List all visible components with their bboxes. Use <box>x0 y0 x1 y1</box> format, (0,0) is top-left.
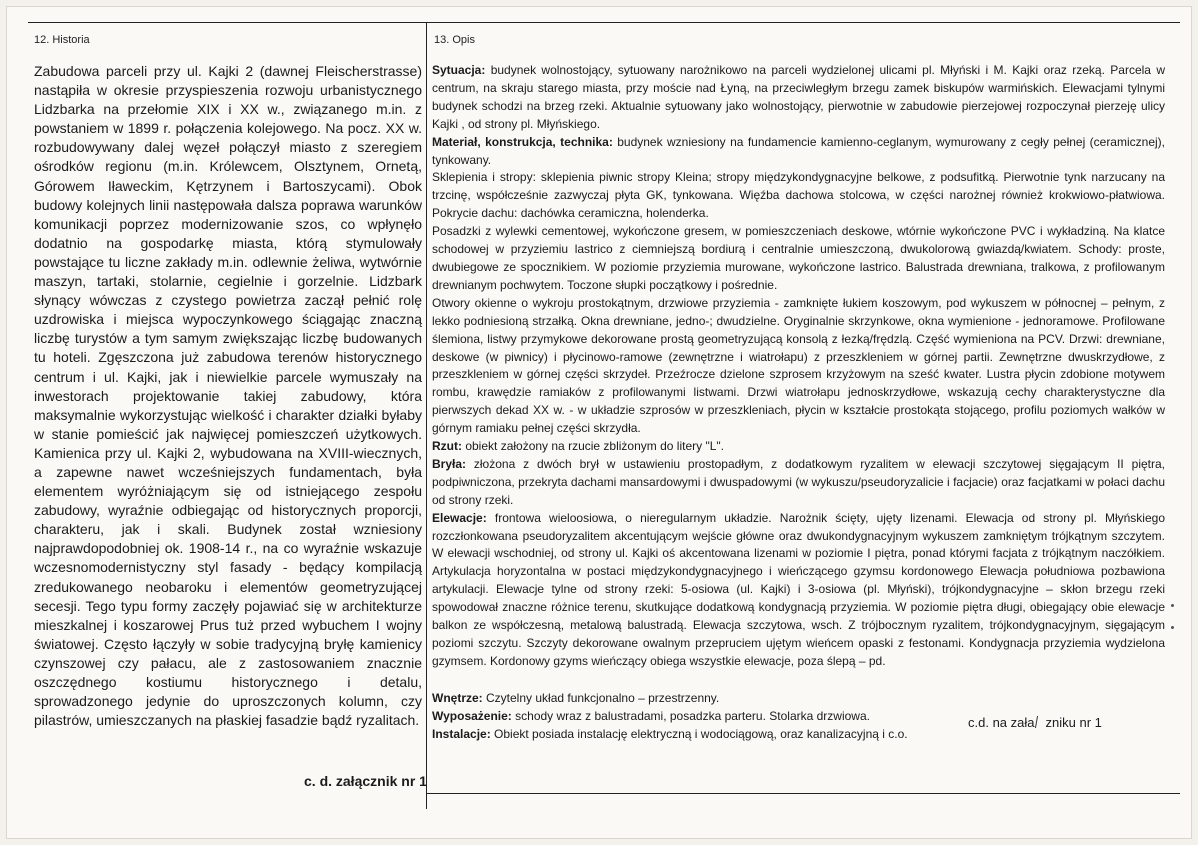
section-text: obiekt założony na rzucie zbliżonym do litery "L". <box>462 439 724 454</box>
section-text: Otwory okienne o wykroju prostokątnym, drzwiowe przyziemia - zamknięte łukiem koszowym, pod wykuszem w północnej – pełnym, z lekko podniesioną strzałką. Okna drewniane, jedno-; dwudzielne. Oryginalnie skrzynkowe, okna wymienione - jednoramowe. Profilowane ślemiona, listwy przymykowe dekorowane prostą geometryzującą konsolą z łezką/frędzlą. Część wymieniona na PCV. Drzwi: drewniane, deskowe (w piwnicy) i płycinowo-ramowe (zewnętrzne i wiatrołapu) z przeszkleniem w górnej partii. Zewnętrzne dwuskrzydłowe, z przeszkleniem w górnej części skrzydeł. Przeźrocze dzielone szprosem krzyżowym na sześć kwater. Lustra płycin zdobione motywem rombu, krawędzie ramiaków z profilowanymi listwami. Drzwi wiatrołapu jednoskrzydłowe, wskazują cechy charakterystyczne dla pierwszych dekad XX w. - w układzie szprosów w przeszkleniach, płycin w kształcie prostokąta stojącego, profilu poziomych wałków w górnym ramiaku pełnej części skrzydła. <box>432 295 1165 436</box>
handwritten-mark <box>1034 716 1045 728</box>
section-label: Wyposażenie: <box>432 708 512 723</box>
section-floors <box>432 223 1165 295</box>
section-text: Sklepienia i stropy: sklepienia piwnic stropy Kleina; stropy międzykondygnacyjne belkowe, z podsufitką. Pierwotnie tynk narzucany na trzcinę, współcześnie zazwyczaj płyta GK, tynkowana. Więźba dachowa stolcowa, w części narożnej również krokwiowo-płatwiowa. Pokrycie dachu: dachówka ceramiczna, holenderka. <box>432 170 1165 221</box>
section-elevations <box>432 510 1165 671</box>
section-interior <box>432 690 1165 708</box>
top-border <box>28 22 1180 23</box>
history-text: Zabudowa parceli przy ul. Kajki 2 (dawnej Fleischerstrasse) nastąpiła w okresie przyspieszenia rozwoju urbanistycznego Lidzbarka na przełomie XIX i XX w., związanego m.in. z powstaniem w 1899 r. połączenia kolejowego. Na pocz. XX w. rozbudowywany dalej węzeł połączył miasto z szeregiem ośrodków regionu (m.in. Królewcem, Olsztynem, Ornetą, Górowem Iławeckim, Kętrzynem i Bartoszycami). Obok budowy kolejnych linii następowała dalsza poprawa warunków komunikacji poprzez modernizowanie szos, co wpłynęło dodatnio na gospodarkę miasta, którą stymulowały powstające tu liczne zakłady m.in. odlewnie żeliwa, wytwórnie maszyn, tartaki, stolarnie, cegielnie i gorzelnie. Lidzbark słynący wówczas z czystego powietrza zaczął pełnić rolę uzdrowiska i miejsca wypoczynkowego ściągając znaczną liczbę turystów a tym samym zwiększając liczbę budowanych tu hoteli. Zgęszczona już zabudowa terenów historycznego centrum i ul. Kajki, jak i niewielkie parcele wymuszały na inwestorach projektowanie takiej zabudowy, która maksymalnie wykorzystując wielkość i charakter działki byłaby w stanie pomieścić jak najwięcej pomieszczeń użytkowych. Kamienica przy ul. Kajki 2, wybudowana na XVIII-wiecznych, a zapewne nawet wcześniejszych fundamentach, była elementem wyróżniającym się od istniejącego zespołu zabudowy, wyraźnie odbiegając od historycznych proporcji, charakteru, jak i skali. Budynek został wzniesiony najprawdopodobniej ok. 1908-14 r., na co wyraźnie wskazuje wczesnomodernistyczny styl fasady - będący kompilacją zredukowanego neobaroku i elementów geometryzującej secesji. Tego typu formy zaczęły pojawiać się w architekturze mieszkalnej i koszarowej Prus tuż przed wybuchem I wojny światowej. Często łączyły w sobie tradycyjną bryłę kamienicy czynszowej czy pałacu, ale z zastosowaniem znacznie oszczędnego kostiumu historycznego i detalu, sprowadzonego jedynie do uproszczonych kolumn, czy pilastrów, umieszczanych na płaskiej fasadzie bądź ryzalitach. <box>34 63 422 729</box>
section-text: Czytelny układ funkcjonalno – przestrzenny. <box>482 690 720 705</box>
section-text: frontowa wieloosiowa, o nieregularnym układzie. Narożnik ścięty, ujęty lizenami. Elewacja od strony pl. Młyńskiego rozczłonkowana pseudoryzalitem akcentującym wejście główne oraz dwukondygnacyjnym wykuszem zamkniętym trójkątnym szczytem. W elewacji wschodniej, od strony ul. Kajki oś akcentowana lizenami w poziomie I piętra, ponad którymi facjata z trójkątnym naczółkiem. Artykulacja horyzontalna w postaci międzykondygnacyjnego i wieńczącego gzymsu kordonowego Elewacja południowa pozbawiona artykulacji. Elewacje tylne od strony rzeki: 5-osiowa (ul. Kajki) i 3-osiowa (pl. Młyński), trójkondygnacyjne – skłon brzegu rzeki spowodował znaczne różnice terenu, skutkujące dodatkową kondygnacją przyziemia. W poziomie piętra długi, obiegający obie elewacje balkon ze współczesną, metalową balustradą. Elewacja szczytowa, wsch. Z trójbocznym ryzalitem, trójkondygnacyjnym, sięgającym poziomi szczytu. Szczyty dekorowane owalnym przepruciem ujętym wieńcem opaski z festonami. Kondygnacja przyziemia wydzielona gzymsem. Kordonowy gzyms wieńczący obiega wszystkie elewacje, poza ślepą – pd. <box>432 510 1165 668</box>
section-label: Rzut: <box>432 439 462 454</box>
section-plan <box>432 438 1165 456</box>
section-openings <box>432 295 1165 438</box>
bottom-border <box>426 793 1180 794</box>
section-text: Obiekt posiada instalację elektryczną i wodociągową, oraz kanalizacyjną i c.o. <box>490 726 908 741</box>
section-label: Materiał, konstrukcja, technika: <box>432 134 613 149</box>
section-text: schody wraz z balustradami, posadzka parteru. Stolarka drzwiowa. <box>511 708 870 723</box>
section-vaults <box>432 169 1165 223</box>
section-text: złożona z dwóch brył w ustawieniu prostopadłym, z dodatkowym ryzalitem w elewacji szczytowej sięgającym II piętra, podpiwniczona, przekryta dachami mansardowymi i dwuspadowymi (w wykuszu/pseudoryzalicie i facjacie) oraz facjatkami w połaci dachu od strony rzeki. <box>432 456 1165 507</box>
description-continued-note <box>968 715 1102 730</box>
history-column <box>34 62 427 789</box>
history-continued-note: c. d. załącznik nr 1 <box>304 773 427 789</box>
section-situation <box>432 62 1165 134</box>
section-label: Wnętrze: <box>432 690 483 705</box>
scan-speck <box>1171 626 1174 629</box>
continued-suffix: zniku nr 1 <box>1045 715 1102 730</box>
section-text: budynek wolnostojący, sytuowany narożnikowo na parceli wydzielonej ulicami pl. Młyński i M. Kajki oraz rzeką. Parcela w centrum, na skraju starego miasta, przy moście nad Łyną, na przeciwległym brzegu zamek biskupów warmińskich. Elewacjami tylnymi budynek schodzi na brzeg rzeki. Aktualnie sytuowany jako wolnostojący, pierwotnie w zabudowie pierzejowej rozpoczynał pierzeję ulicy Kajki , od strony pl. Młyńskiego. <box>432 63 1165 131</box>
section-label: Bryła: <box>432 456 467 471</box>
description-column <box>432 62 1165 744</box>
continued-prefix: c.d. na zała <box>968 715 1035 730</box>
section-label: Sytuacja: <box>432 63 486 77</box>
section-material <box>432 134 1165 170</box>
section-text: budynek wzniesiony na fundamencie kamienno-ceglanym, wymurowany z cegły pełnej (ceramicznej), tynkowany. <box>432 134 1165 167</box>
history-heading: 12. Historia <box>34 34 90 46</box>
section-label: Instalacje: <box>432 726 491 741</box>
scan-speck <box>1171 604 1174 607</box>
section-label: Elewacje: <box>432 510 487 525</box>
section-text: Posadzki z wylewki cementowej, wykończone gresem, w pomieszczeniach deskowe, wtórnie wykończone PVC i wykładziną. Na klatce schodowej w przyziemiu lastrico z ciemniejszą bordiurą i centralnie umieszczoną, dwukolorową gwiazdą/kwiatem. Schody: proste, dwubiegowe ze spocznikiem. W poziomie przyziemia murowane, wykończone lastrico. Balustrada drewniana, tralkowa, z profilowanym drewnianym pochwytem. Toczone słupki początkowy i pośrednie. <box>432 224 1165 292</box>
section-mass <box>432 456 1165 510</box>
column-divider <box>426 22 427 809</box>
description-heading: 13. Opis <box>434 34 475 46</box>
